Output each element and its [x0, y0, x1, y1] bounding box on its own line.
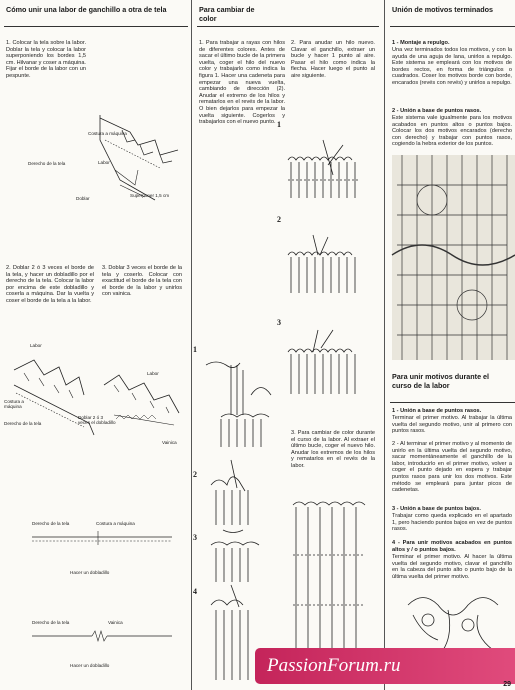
hem-diagram-1: [12, 527, 182, 552]
label-derecho-tela-4: Derecho de la tela: [32, 620, 70, 625]
watermark: PassionForum.ru: [255, 648, 515, 684]
fabric-join-diagram-1: [60, 110, 185, 205]
joined-motifs-photo: [392, 155, 515, 360]
figure-number: 2: [277, 215, 281, 224]
crochet-hook-illustration-3: [201, 530, 281, 585]
subsection-head: 1 - Unión a base de puntos rasos.: [392, 408, 482, 414]
hem-diagram-2: [12, 626, 182, 651]
label-derecho-tela-2: Derecho de la tela: [4, 421, 42, 426]
label-labor: Labor: [98, 160, 110, 165]
column-2: [193, 0, 381, 690]
divider: [390, 402, 515, 403]
crochet-hook-illustration-1: [201, 355, 281, 450]
label-vainica: Vainica: [162, 440, 177, 445]
subsection-head: 1 - Montaje a repulgo.: [392, 40, 450, 46]
crochet-stitch-illustration-3: [283, 330, 378, 400]
label-hacer-dobladillo-2: Hacer un dobladillo: [70, 663, 110, 668]
label-derecho-tela-3: Derecho de la tela: [32, 521, 70, 526]
subsection-body: Terminar el primer motivo. Al trabajar la última vuelta del segundo motivo, unir al primero con puntos rasos.: [392, 415, 512, 435]
divider: [390, 26, 515, 27]
subsection-body: Una vez terminados todos los motivos, y con la ayuda de una aguja de lana, unirlos a repulgo. Este sistema se empleará con los motivos de bordes rectos, en forma de triángulos o cuadrados. Coser los motivos borde con borde, encarados (revés con revés) y unirlos a repulgo.: [392, 47, 512, 86]
figure-number: 1: [193, 345, 197, 354]
column-divider: [191, 0, 192, 690]
figure-number: 4: [193, 587, 197, 596]
divider: [4, 26, 188, 27]
crochet-hook-illustration-2: [201, 460, 281, 530]
figure-number: 3: [277, 318, 281, 327]
column-3: [388, 0, 515, 690]
subsection-body: Trabajar como queda explicado en el apartado 1, pero haciendo puntos bajos en vez de puntos rasos.: [392, 513, 512, 533]
subsection-head: 4 - Para unir motivos acabados en puntos altos y / o puntos bajos.: [392, 540, 512, 553]
section-title: Unión de motivos terminados: [392, 5, 494, 14]
label-labor-b: Labor: [147, 371, 159, 376]
step-2-text: 2. Doblar 2 ó 3 veces el borde de la tela, y hacer un dobladillo por el derecho de la tela. Colocar la labor por encima de este dobladillo y coserla a máquina. Dar la vuelta y coser el borde de la tela a la labor.: [6, 265, 94, 304]
label-doblar: Doblar: [76, 196, 90, 201]
page-number: 29: [503, 681, 511, 688]
label-hacer-dobladillo-1: Hacer un dobladillo: [70, 570, 110, 575]
section-title: Para unir motivos durante el curso de la labor: [392, 372, 490, 390]
crochet-stitch-illustration-2: [283, 235, 378, 300]
subsection-body: 2 - Al terminar el primer motivo y al momento de unirlo en la última vuelta del segundo motivo, sacar momentáneamente el ganchillo de la labor, introducirlo en el primer motivo, volver a coger el punto dejado en espera y trabajar puntos rasos para unir los dos motivos. Este método se empleará para juntar picos de cadenetas.: [392, 441, 512, 494]
label-costura-3: Costura a máquina: [96, 521, 135, 526]
figure-number: 3: [193, 533, 197, 542]
section-title: Cómo unir una labor de ganchillo a otra de tela: [6, 5, 167, 14]
crochet-stitch-illustration-1: [283, 140, 378, 205]
motif-join-illustration: [398, 595, 508, 655]
figure-number: 1: [277, 120, 281, 129]
label-doblar-2: Doblar 2 ó 3 veces el dobladillo: [78, 415, 116, 426]
step-1-text: 1. Colocar la tela sobre la labor. Doblar la tela y colocar la labor superponiendo los bordes 1,5 cm. Hilvanar y coser a máquina. Fijar el borde de la labor con un pespunte.: [6, 40, 86, 79]
subsection-head: 3 - Unión a base de puntos bajos.: [392, 506, 481, 512]
subsection-body: Terminar el primer motivo. Al hacer la última vuelta del segundo motivo, clavar el ganchillo en la cabeza del punto alto o punto bajo de la última vuelta del primer motivo.: [392, 554, 512, 580]
section-title: Para cambiar de color: [199, 5, 255, 23]
step-3-text: 3. Doblar 3 veces el borde de la tela y coserlo. Colocar con exactitud el borde de la tela con el borde de la labor y unirlos con vainica.: [102, 265, 182, 298]
label-labor-a: Labor: [30, 343, 42, 348]
label-vainica-2: Vainica: [108, 620, 123, 625]
step-3-text: 3. Para cambiar de color durante el curso de la labor. Al extraer el último bucle, coger el nuevo hilo. Anudar los extremos de los hilos y rematarlos en el revés de la labor.: [291, 430, 375, 469]
figure-number: 2: [193, 470, 197, 479]
subsection-head: 2 - Unión a base de puntos rasos.: [392, 108, 482, 114]
label-costura-2: Costura a máquina: [4, 399, 24, 410]
column-divider: [384, 0, 385, 690]
divider: [197, 26, 379, 27]
subsection-body: Este sistema vale igualmente para los motivos acabados en puntos altos o puntos bajos. Colocar los dos motivos encarados (derecho con derecho) y trabajar con puntos rasos, cogiendo la hebra exterior de los puntos.: [392, 115, 512, 148]
label-derecho-tela: Derecho de la tela: [28, 161, 66, 166]
fabric-join-diagram-2: [4, 345, 186, 445]
step-1-text: 1. Para trabajar a rayas con hilos de diferentes colores. Antes de sacar el último bucle de la primera vuelta, coger el hilo del nuevo color y trabajarlo como indica la figura 1. Hacer una cadeneta para empezar una nueva vuelta, cambiando de dirección (2). Anudar el extremo de los hilos y rematarlos en el revés de la labor. O bien dejarlos para empezar la vuelta siguiente. Cogerlos y trabajarlos con el nuevo punto.: [199, 40, 285, 126]
label-costura: Costura a máquina: [88, 131, 127, 136]
label-superponer: Superponer 1,5 cm: [130, 193, 170, 198]
column-1: [0, 0, 190, 690]
step-2-text: 2. Para anudar un hilo nuevo. Clavar el ganchillo, extraer un bucle y hacer 1 punto al aire. Pasar el hilo como indica la flecha. Hacer luego el punto al aire siguiente.: [291, 40, 375, 79]
